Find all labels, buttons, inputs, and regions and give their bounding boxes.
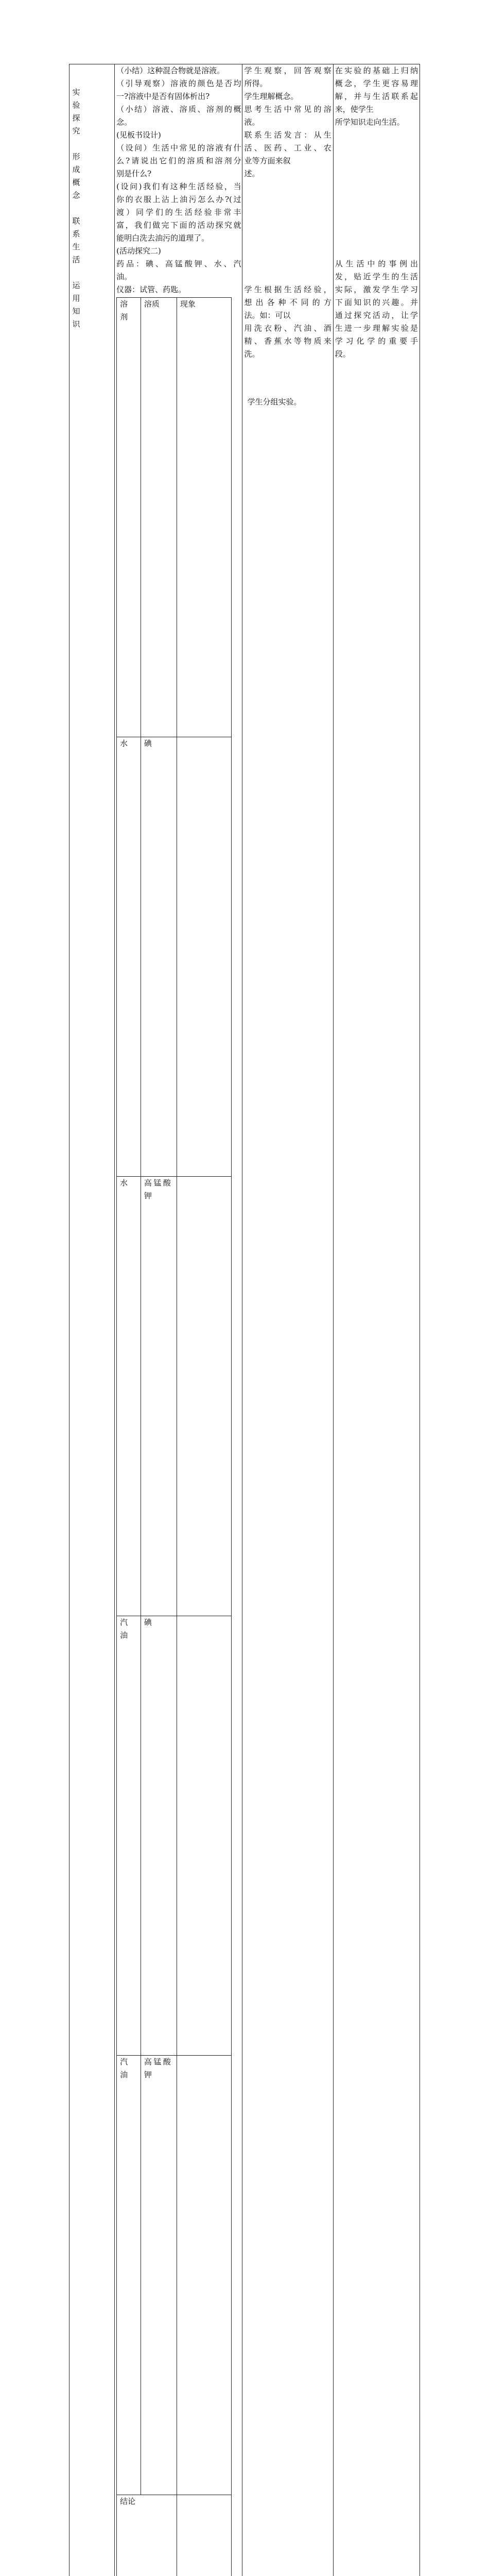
experiment-row xyxy=(117,737,232,1177)
cell-phenomenon xyxy=(177,1177,231,1616)
student-methods: 学生根据生活经验， 想出各种不同的方 法。如：可以 用洗衣粉、汽油、酒 精、香蕉水等物质来 洗。 xyxy=(244,283,331,361)
cell-solvent: 汽 油 xyxy=(117,1616,141,2056)
header-solvent: 溶 剂 xyxy=(117,298,141,737)
teacher-reagents: 药品：碘、高锰酸钾、水、汽 油。 xyxy=(116,258,241,283)
student-group-experiment: 学生分组实验。 xyxy=(244,396,331,409)
student-understand: 学生理解概念。 xyxy=(244,90,331,103)
cell-phenomenon xyxy=(177,2056,231,2495)
cell-phenomenon xyxy=(177,737,231,1177)
teacher-activity-title: (活动探究二) xyxy=(116,245,241,258)
cell-solute: 碘 xyxy=(141,737,177,1177)
cell-phenomenon xyxy=(177,1616,231,2056)
cell-solvent: 汽 油 xyxy=(117,2056,141,2495)
experiment-header-row xyxy=(117,298,232,737)
student-think-solutions: 思考生活中常见的溶 液。 xyxy=(244,103,331,129)
student-observe: 学生观察，回答观察 所得。 xyxy=(244,64,331,90)
conclusion-value xyxy=(177,2495,231,2576)
header-phenomenon: 现象 xyxy=(177,298,231,737)
teacher-guide-observe: （引导观察）溶液的颜色是否均 一?溶液中是否有固体析出? xyxy=(116,77,241,103)
student-activity-cell xyxy=(242,64,333,2576)
experiment-row xyxy=(117,1616,232,2056)
stage-label-concept: 形 成 概 念 xyxy=(71,150,81,202)
experiment-row xyxy=(117,2056,232,2495)
stage-label-life: 联 系 生 活 xyxy=(71,215,81,266)
cell-solvent: 水 xyxy=(117,1177,141,1616)
stage-label-experiment: 实 验 探 究 xyxy=(71,86,81,138)
cell-solute: 高锰酸 钾 xyxy=(141,2056,177,2495)
student-speak: 联系生活发言：从生 活、医药、工业、农 业等方面来叙 述。 xyxy=(244,129,331,180)
header-solute: 溶质 xyxy=(141,298,177,737)
teacher-activity-cell xyxy=(115,64,242,2576)
teacher-board-note: (见板书设计) xyxy=(116,129,241,142)
teacher-summary-concepts: （小结）溶液、溶质、溶剂的概 念。 xyxy=(116,103,241,129)
experiment-conclusion-row xyxy=(117,2495,232,2576)
conclusion-label: 结论 xyxy=(117,2495,177,2576)
teacher-summary-solution: （小结）这种混合物就是溶液。 xyxy=(116,64,241,77)
cell-solute: 碘 xyxy=(141,1616,177,2056)
teacher-question-common-solutions: （设问）生活中常见的溶液有什 么?请说出它们的溶质和溶剂分 别是什么? xyxy=(116,142,241,180)
document-page xyxy=(0,0,489,692)
stage-cell xyxy=(69,64,115,2576)
intent-life-examples: 从生活中的事例出 发，贴近学生的生活 实际，激发学生学习 下面知识的兴趣。并 通过探究活动，让学 生进一步理解实验是 学习化学的重要手 段。 xyxy=(335,258,418,361)
experiment-row xyxy=(117,1177,232,1616)
cell-solute: 高锰酸 钾 xyxy=(141,1177,177,1616)
experiment-table xyxy=(116,297,232,2576)
main-content-row xyxy=(69,64,420,2576)
stage-label-apply: 运 用 知 识 xyxy=(71,279,81,331)
design-intent-cell xyxy=(333,64,420,2576)
intent-concept: 在实验的基础上归纳 概念，学生更容易理 解，并与生活联系起 来，使学生 所学知识走向生活。 xyxy=(335,64,418,129)
cell-solvent: 水 xyxy=(117,737,141,1177)
lesson-plan-table xyxy=(69,64,420,2576)
teacher-instruments: 仪器：试管、药匙。 xyxy=(116,283,241,296)
teacher-question-oil-stain: (设问)我们有这种生活经验，当 你的衣服上沾上油污怎么办?(过 渡）同学们的生活经验非常丰 富，我们做完下面的活动探究就 能明白洗去油污的道理了。 xyxy=(116,180,241,245)
